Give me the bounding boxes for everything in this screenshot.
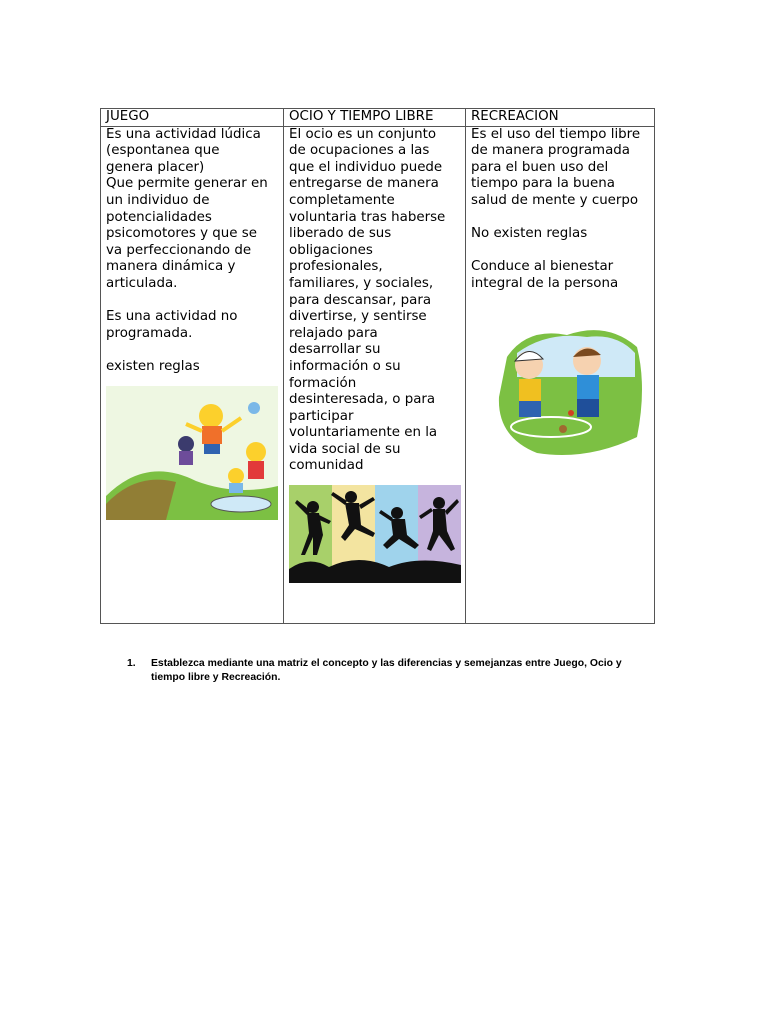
recreacion-line: Es el uso del tiempo libre bbox=[471, 126, 641, 142]
table-content-row bbox=[101, 126, 655, 623]
juego-no-programada-line: programada. bbox=[106, 325, 193, 341]
header-recreacion: RECREACION bbox=[466, 109, 655, 127]
juego-line: psicomotores y que se bbox=[106, 226, 257, 242]
ocio-line: obligaciones bbox=[289, 242, 373, 258]
recreacion-line: de manera programada bbox=[471, 143, 631, 159]
ocio-line: vida social de su bbox=[289, 441, 401, 457]
juego-line: un individuo de bbox=[106, 192, 210, 208]
ocio-line: comunidad bbox=[289, 458, 364, 474]
ocio-line: desarrollar su bbox=[289, 342, 381, 358]
concept-matrix-table bbox=[100, 108, 655, 624]
juego-line: Es una actividad lúdica bbox=[106, 126, 261, 142]
juego-line: va perfeccionando de bbox=[106, 242, 252, 258]
ocio-line: desinteresada, o para bbox=[289, 392, 436, 408]
ocio-line: voluntariamente en la bbox=[289, 425, 438, 441]
instruction-number: 1. bbox=[127, 658, 136, 669]
kids-playing-marbles-image bbox=[487, 317, 647, 461]
ocio-line: El ocio es un conjunto bbox=[289, 126, 437, 142]
ocio-line: entregarse de manera bbox=[289, 176, 439, 192]
ocio-line: familiares, y sociales, bbox=[289, 275, 434, 291]
recreacion-line: para el buen uso del bbox=[471, 159, 609, 175]
cell-recreacion bbox=[466, 126, 655, 623]
table-header-row bbox=[101, 109, 655, 127]
juego-no-programada-line: Es una actividad no bbox=[106, 309, 238, 325]
recreacion-line: tiempo para la buena bbox=[471, 176, 615, 192]
ocio-line: liberado de sus bbox=[289, 226, 392, 242]
juego-reglas: existen reglas bbox=[106, 358, 200, 374]
ocio-line: profesionales, bbox=[289, 259, 383, 275]
cartoon-children-playing-image bbox=[106, 386, 278, 520]
ocio-line: para descansar, para bbox=[289, 292, 432, 308]
ocio-line: completamente bbox=[289, 192, 395, 208]
ocio-line: que el individuo puede bbox=[289, 159, 443, 175]
recreacion-bienestar-line: integral de la persona bbox=[471, 275, 619, 291]
ocio-line: divertirse, y sentirse bbox=[289, 309, 427, 325]
ocio-line: voluntaria tras haberse bbox=[289, 209, 446, 225]
ocio-line: de ocupaciones a las bbox=[289, 143, 430, 159]
juego-line: (espontanea que bbox=[106, 143, 220, 159]
ocio-line: formación bbox=[289, 375, 357, 391]
recreacion-line: salud de mente y cuerpo bbox=[471, 192, 639, 208]
recreacion-bienestar-line: Conduce al bienestar bbox=[471, 259, 614, 275]
header-juego: JUEGO bbox=[101, 109, 284, 127]
ocio-line: información o su bbox=[289, 358, 401, 374]
ocio-line: participar bbox=[289, 408, 354, 424]
recreacion-reglas: No existen reglas bbox=[471, 226, 588, 242]
juego-line: genera placer) bbox=[106, 159, 205, 175]
cell-juego bbox=[101, 126, 284, 623]
header-ocio: OCIO Y TIEMPO LIBRE bbox=[284, 109, 466, 127]
juego-line: potencialidades bbox=[106, 209, 212, 225]
juego-line: Que permite generar en bbox=[106, 176, 268, 192]
instruction-text: Establezca mediante una matriz el concepto y las diferencias y semejanzas entre Juego, Ocio y tiempo libre y Recreación. bbox=[151, 658, 622, 683]
ocio-line: relajado para bbox=[289, 325, 378, 341]
cell-ocio bbox=[284, 126, 466, 623]
juego-line: manera dinámica y bbox=[106, 259, 236, 275]
jumping-silhouettes-image bbox=[289, 485, 461, 583]
juego-line: articulada. bbox=[106, 275, 178, 291]
